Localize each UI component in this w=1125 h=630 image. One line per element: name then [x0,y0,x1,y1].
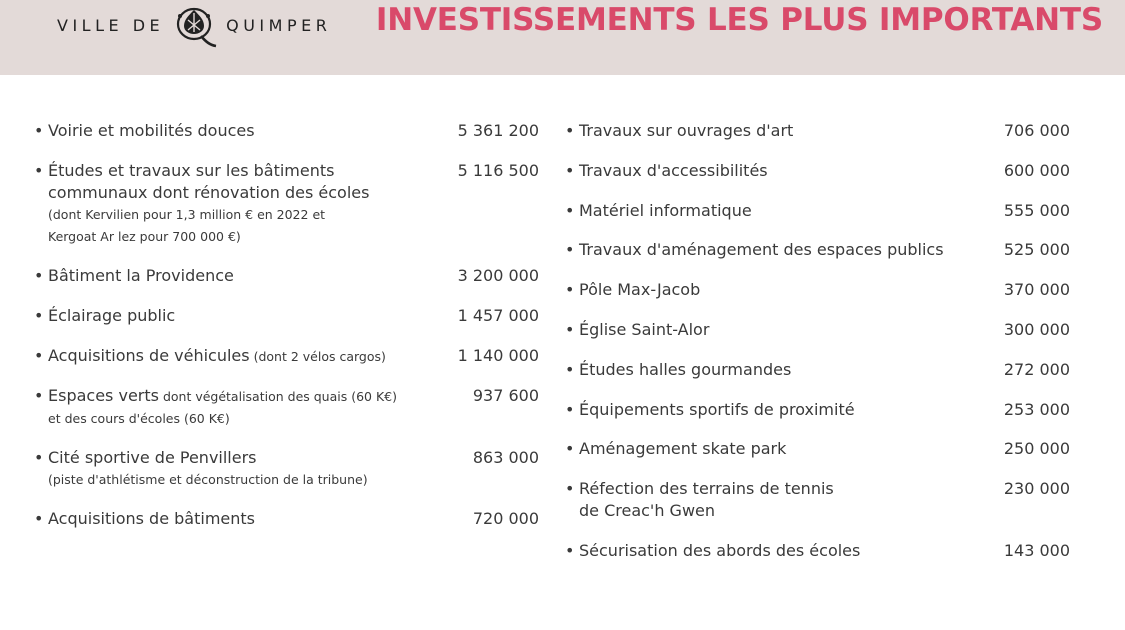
item-amount: 525 000 [1003,240,1070,259]
bullet: • [565,240,575,259]
item-amount: 300 000 [1003,320,1070,339]
list-item [34,265,539,305]
item-amount: 370 000 [1003,280,1070,299]
item-subnote: et des cours d'écoles (60 K€) [48,411,230,426]
list-item [565,399,1070,438]
bullet: • [34,509,44,528]
bullet: • [565,360,575,379]
bullet: • [565,201,575,220]
item-label: Études halles gourmandes [579,360,792,379]
list-item [34,120,539,160]
bullet: • [565,400,575,419]
bullet: • [565,121,575,140]
item-amount: 5 361 200 [457,121,539,140]
item-amount: 3 200 000 [457,266,539,285]
bullet: • [34,448,44,467]
item-label: Travaux d'accessibilités [579,161,768,180]
investment-list-right [565,120,1070,580]
item-amount: 230 000 [1003,479,1070,498]
list-item [34,160,539,265]
bullet: • [565,439,575,458]
bullet: • [565,161,575,180]
list-item [565,478,1070,540]
item-amount: 5 116 500 [457,161,539,180]
item-note: dont végétalisation des quais (60 K€) [158,389,397,404]
list-item [565,319,1070,359]
list-item [34,305,539,345]
item-amount: 143 000 [1003,541,1070,560]
item-amount: 937 600 [472,386,539,405]
item-label: Acquisitions de bâtiments [48,509,255,528]
bullet: • [34,306,44,325]
item-amount: 863 000 [472,448,539,467]
bullet: • [34,386,44,405]
bullet: • [565,280,575,299]
list-item [565,239,1070,279]
item-subnote: (dont Kervilien pour 1,3 million € en 2022 et Kergoat Ar lez pour 700 000 €) [48,207,326,244]
page-title: INVESTISSEMENTS LES PLUS IMPORTANTS [375,2,1103,38]
item-label: Voirie et mobilités douces [48,121,255,140]
item-label: Réfection des terrains de tennis de Creac'h Gwen [579,479,834,520]
item-label-main: Espaces verts [48,386,159,405]
city-logo[interactable] [57,6,331,44]
list-item [34,508,539,548]
investment-list-left [34,120,539,548]
bullet: • [34,121,44,140]
item-amount: 1 140 000 [457,346,539,365]
list-item [565,120,1070,160]
ermine-emblem-icon [170,4,220,50]
logo-text-left: VILLE DE [57,15,165,35]
item-label: Études et travaux sur les bâtiments communaux dont rénovation des écoles [48,161,370,202]
list-item [34,447,539,508]
item-note: (dont 2 vélos cargos) [249,349,386,364]
page-header [0,0,1125,75]
item-amount: 1 457 000 [457,306,539,325]
item-amount: 555 000 [1003,201,1070,220]
list-item [565,438,1070,478]
item-label [48,385,453,408]
item-label: Travaux d'aménagement des espaces publics [579,240,944,259]
item-label: Équipements sportifs de proximité [579,400,855,419]
item-amount: 253 000 [1003,400,1070,419]
list-item [565,200,1070,239]
item-label: Sécurisation des abords des écoles [579,541,861,560]
item-amount: 250 000 [1003,439,1070,458]
list-item [565,540,1070,580]
item-label: Travaux sur ouvrages d'art [579,121,794,140]
item-label: Église Saint-Alor [579,320,710,339]
bullet: • [34,266,44,285]
bullet: • [34,161,44,180]
item-label: Éclairage public [48,306,176,325]
list-item [34,345,539,385]
item-label: Cité sportive de Penvillers [48,448,257,467]
item-amount: 706 000 [1003,121,1070,140]
item-amount: 272 000 [1003,360,1070,379]
bullet: • [565,320,575,339]
item-label: Aménagement skate park [579,439,787,458]
bullet: • [565,479,575,498]
logo-text-right: QUIMPER [226,15,332,35]
item-label: Bâtiment la Providence [48,266,234,285]
bullet: • [565,541,575,560]
item-amount: 720 000 [472,509,539,528]
item-subnote: (piste d'athlétisme et déconstruction de la tribune) [48,472,368,487]
list-item [34,385,539,447]
item-label: Matériel informatique [579,201,752,220]
list-item [565,359,1070,399]
bullet: • [34,346,44,365]
item-label [48,345,453,368]
item-label-main: Acquisitions de véhicules [48,346,250,365]
list-item [565,160,1070,200]
item-amount: 600 000 [1003,161,1070,180]
item-label: Pôle Max-Jacob [579,280,701,299]
list-item [565,279,1070,319]
